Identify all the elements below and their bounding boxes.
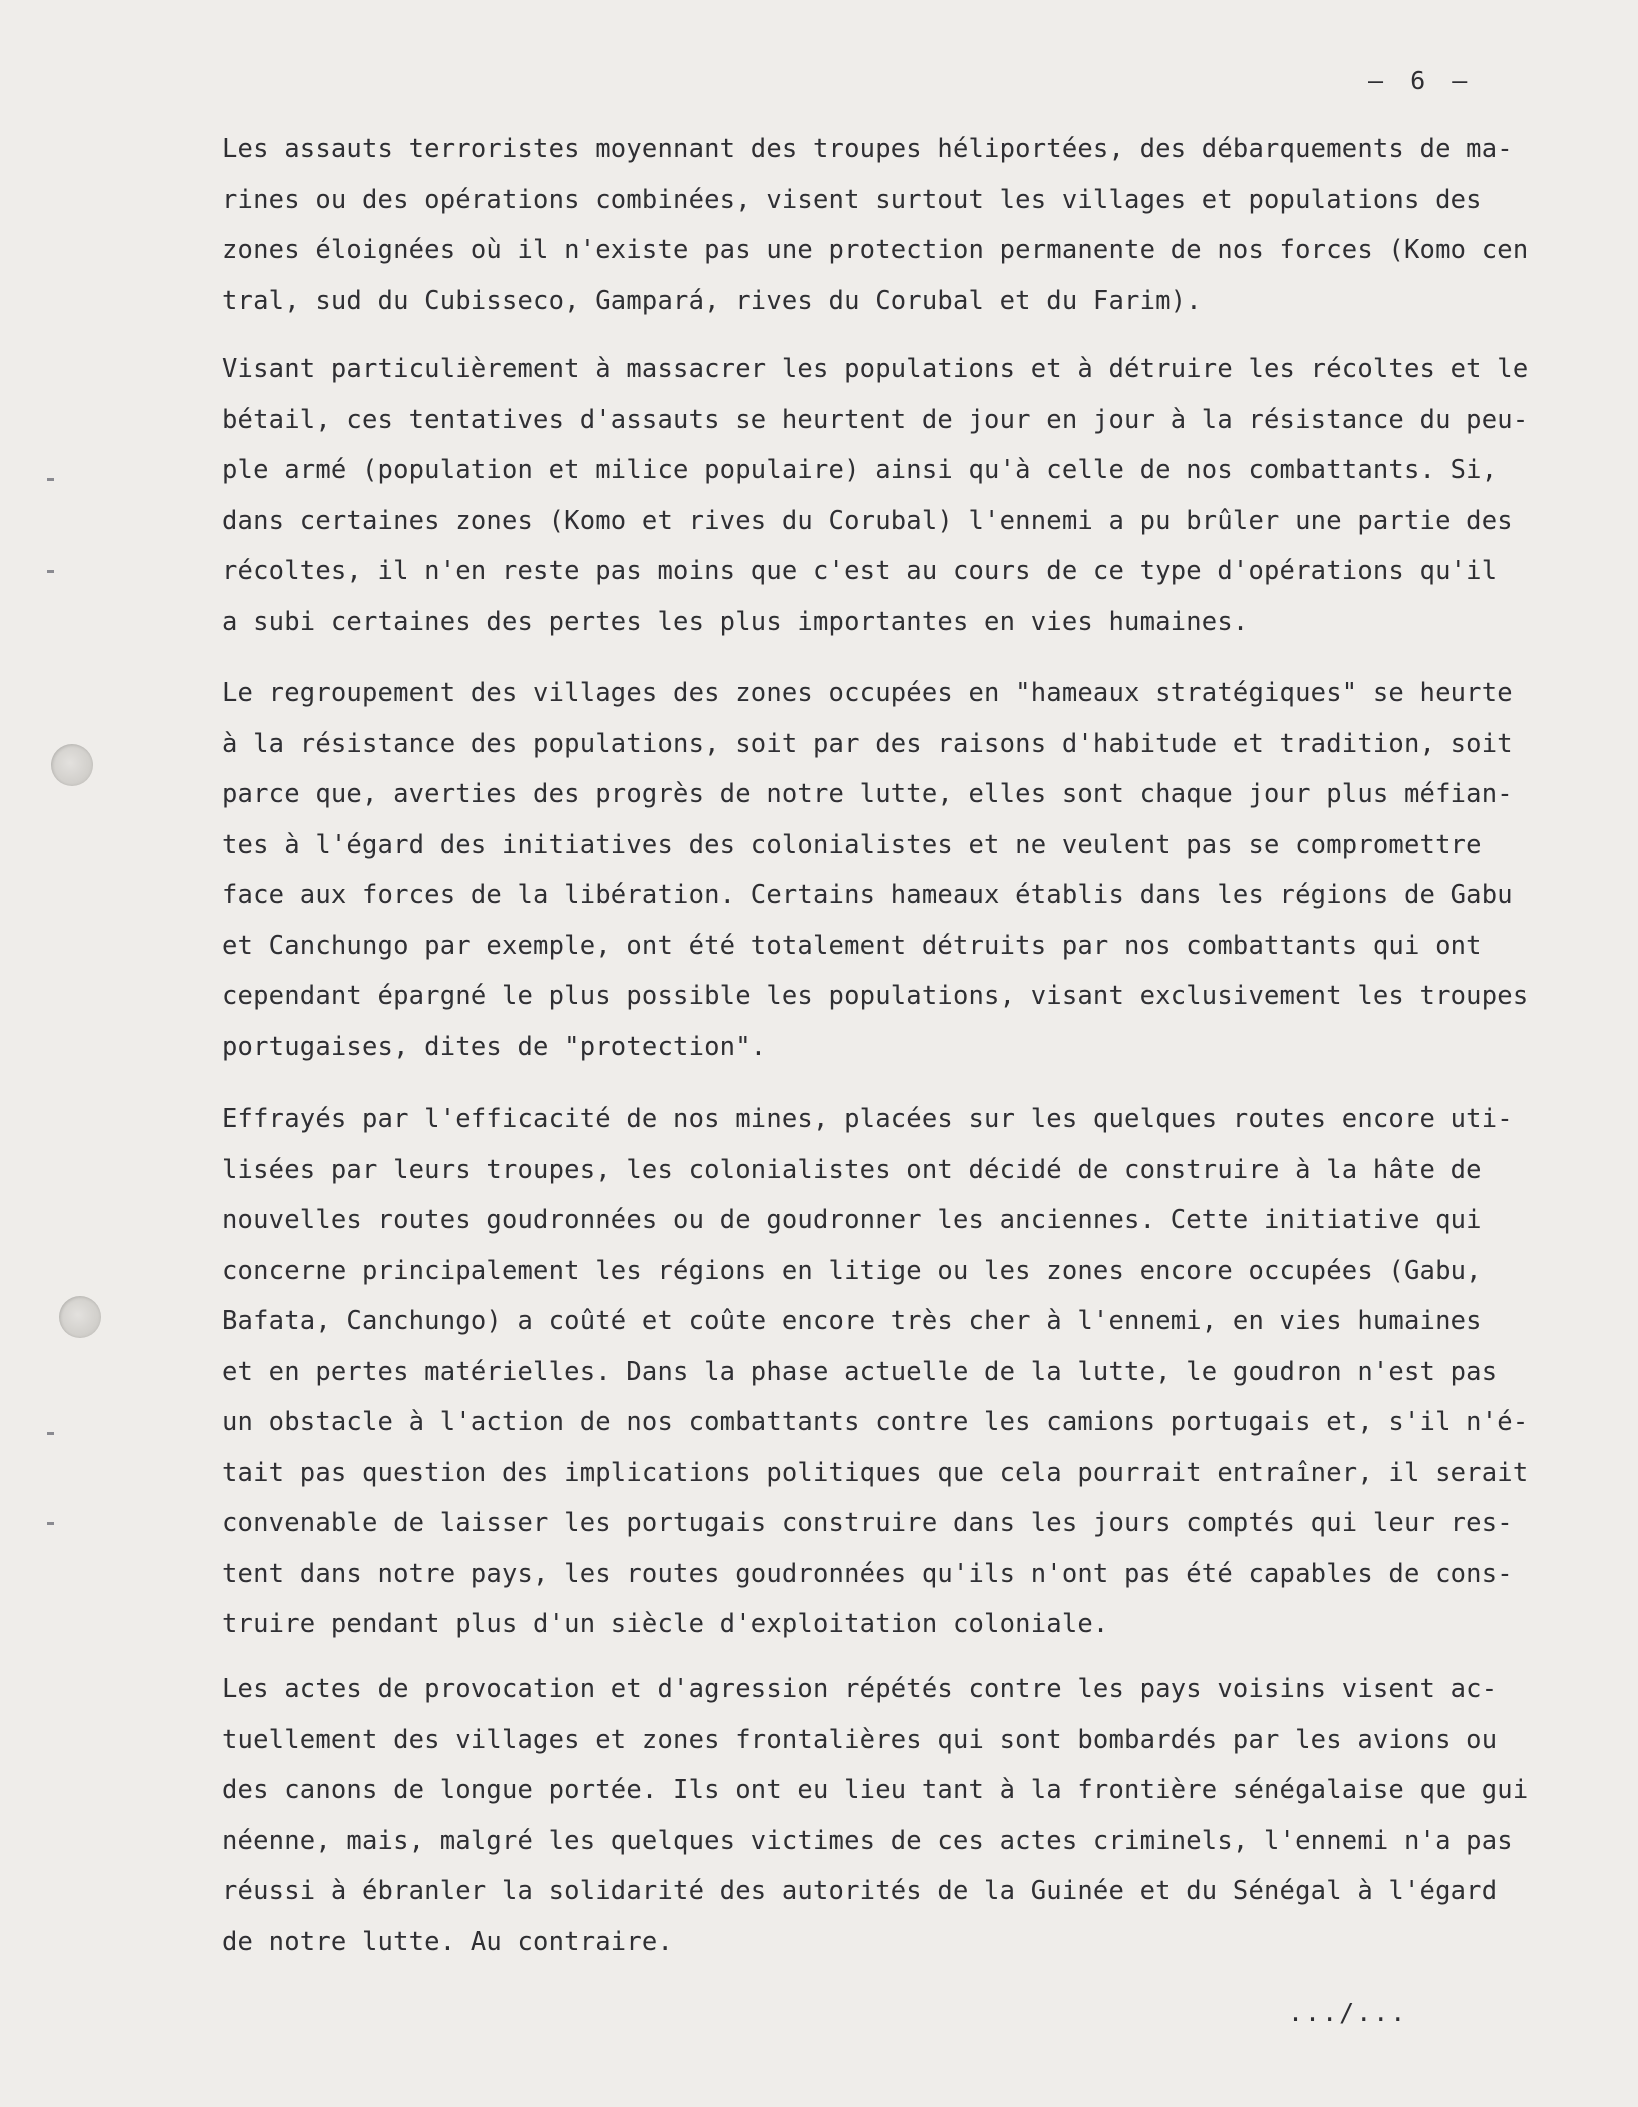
text-line: Visant particulièrement à massacrer les populations et à détruire les récoltes et le xyxy=(222,354,1529,384)
text-line: truire pendant plus d'un siècle d'exploitation coloniale. xyxy=(222,1609,1109,1639)
text-line: dans certaines zones (Komo et rives du Corubal) l'ennemi a pu brûler une partie des xyxy=(222,505,1513,536)
text-line: Le regroupement des villages des zones occupées en "hameaux stratégiques" se heurte xyxy=(222,678,1513,708)
text-line: concerne principalement les régions en litige ou les zones encore occupées (Gabu, xyxy=(222,1255,1482,1286)
page-number: — 6 — xyxy=(1368,66,1474,95)
text-line: tes à l'égard des initiatives des colonialistes et ne veulent pas se compromettre xyxy=(222,829,1482,860)
margin-mark xyxy=(47,478,54,481)
text-line: cependant épargné le plus possible les populations, visant exclusivement les troupes xyxy=(222,981,1529,1011)
text-line: Bafata, Canchungo) a coûté et coûte encore très cher à l'ennemi, en vies humaines xyxy=(222,1306,1482,1336)
text-line: à la résistance des populations, soit par des raisons d'habitude et tradition, soit xyxy=(222,728,1513,759)
paragraph-assaults xyxy=(222,124,1567,326)
margin-mark xyxy=(47,570,54,573)
text-line: et en pertes matérielles. Dans la phase actuelle de la lutte, le goudron n'est pas xyxy=(222,1356,1498,1387)
text-line: face aux forces de la libération. Certains hameaux établis dans les régions de Gabu xyxy=(222,880,1513,910)
text-line: tent dans notre pays, les routes goudronnées qu'ils n'ont pas été capables de cons- xyxy=(222,1558,1513,1589)
text-line: des canons de longue portée. Ils ont eu lieu tant à la frontière sénégalaise que gui xyxy=(222,1775,1529,1805)
text-line: Effrayés par l'efficacité de nos mines, placées sur les quelques routes encore uti- xyxy=(222,1104,1513,1134)
paragraph-mines-roads xyxy=(222,1094,1567,1650)
punch-hole-top xyxy=(51,744,93,786)
text-line: tral, sud du Cubisseco, Gampará, rives du Corubal et du Farim). xyxy=(222,285,1202,316)
text-line: néenne, mais, malgré les quelques victimes de ces actes criminels, l'ennemi n'a pas xyxy=(222,1825,1513,1856)
text-line: rines ou des opérations combinées, visent surtout les villages et populations des xyxy=(222,184,1482,215)
text-line: nouvelles routes goudronnées ou de goudronner les anciennes. Cette initiative qui xyxy=(222,1205,1482,1235)
text-line: Les actes de provocation et d'agression répétés contre les pays voisins visent ac- xyxy=(222,1674,1498,1704)
text-line: de notre lutte. Au contraire. xyxy=(222,1926,674,1957)
paragraph-provocation xyxy=(222,1664,1567,1967)
margin-mark xyxy=(47,1432,54,1435)
text-line: et Canchungo par exemple, ont été totalement détruits par nos combattants qui ont xyxy=(222,930,1482,961)
text-line: lisées par leurs troupes, les colonialistes ont décidé de construire à la hâte de xyxy=(222,1154,1482,1185)
punch-hole-bottom xyxy=(59,1296,101,1338)
text-line: tait pas question des implications politiques que cela pourrait entraîner, il serait xyxy=(222,1457,1529,1488)
continuation-mark: .../... xyxy=(1288,1998,1408,2027)
text-line: bétail, ces tentatives d'assauts se heurtent de jour en jour à la résistance du peu- xyxy=(222,404,1529,435)
text-line: zones éloignées où il n'existe pas une protection permanente de nos forces (Komo cen xyxy=(222,235,1529,265)
text-line: parce que, averties des progrès de notre lutte, elles sont chaque jour plus méfian- xyxy=(222,779,1513,809)
text-line: Les assauts terroristes moyennant des troupes héliportées, des débarquements de ma- xyxy=(222,134,1513,164)
text-line: récoltes, il n'en reste pas moins que c'est au cours de ce type d'opérations qu'il xyxy=(222,556,1498,586)
text-line: portugaises, dites de "protection". xyxy=(222,1031,767,1062)
text-line: a subi certaines des pertes les plus importantes en vies humaines. xyxy=(222,606,1249,637)
text-line: convenable de laisser les portugais construire dans les jours comptés qui leur res- xyxy=(222,1508,1513,1538)
paragraph-strategic-hamlets xyxy=(222,668,1567,1072)
margin-mark xyxy=(47,1522,54,1525)
text-line: réussi à ébranler la solidarité des autorités de la Guinée et du Sénégal à l'égard xyxy=(222,1876,1498,1906)
text-line: un obstacle à l'action de nos combattants contre les camions portugais et, s'il n'é- xyxy=(222,1407,1529,1437)
text-line: ple armé (population et milice populaire) ainsi qu'à celle de nos combattants. Si, xyxy=(222,455,1498,485)
text-line: tuellement des villages et zones frontalières qui sont bombardés par les avions ou xyxy=(222,1724,1498,1755)
paragraph-massacre xyxy=(222,344,1567,647)
